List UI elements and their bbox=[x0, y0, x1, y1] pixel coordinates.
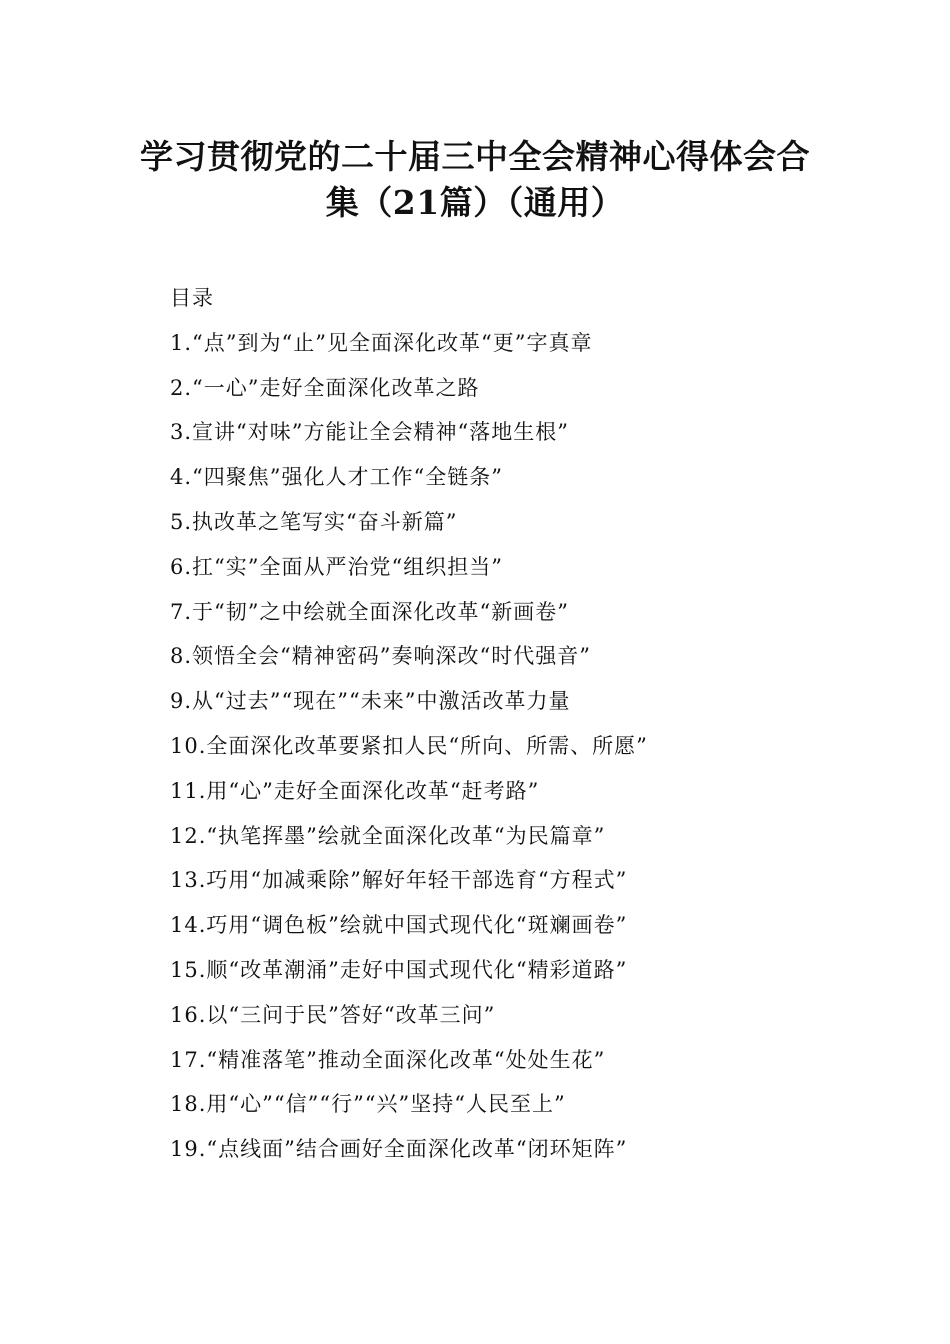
toc-list bbox=[170, 321, 810, 1172]
toc-item: 12.“执笔挥墨”绘就全面深化改革“为民篇章” bbox=[170, 823, 606, 848]
toc-item: 1.“点”到为“止”见全面深化改革“更”字真章 bbox=[170, 330, 593, 355]
toc-item: 19.“点线面”结合画好全面深化改革“闭环矩阵” bbox=[170, 1137, 628, 1162]
toc-item: 4.“四聚焦”强化人才工作“全链条” bbox=[170, 465, 503, 490]
table-of-contents bbox=[170, 276, 810, 1172]
toc-item: 9.从“过去”“现在”“未来”中激活改革力量 bbox=[170, 689, 571, 714]
toc-item: 16.以“三问于民”答好“改革三问” bbox=[170, 1002, 496, 1027]
toc-item: 3.宣讲“对味”方能让全会精神“落地生根” bbox=[170, 420, 569, 445]
toc-item: 6.扛“实”全面从严治党“组织担当” bbox=[170, 554, 503, 579]
toc-item: 5.执改革之笔写实“奋斗新篇” bbox=[170, 509, 458, 534]
title-line-2: 集（21篇）（通用） bbox=[325, 183, 625, 222]
document-title bbox=[100, 134, 850, 226]
toc-item: 7.于“韧”之中绘就全面深化改革“新画卷” bbox=[170, 599, 569, 624]
toc-item: 17.“精准落笔”推动全面深化改革“处处生花” bbox=[170, 1047, 606, 1072]
toc-item: 11.用“心”走好全面深化改革“赶考路” bbox=[170, 778, 540, 803]
toc-item: 15.顺“改革潮涌”走好中国式现代化“精彩道路” bbox=[170, 957, 628, 982]
title-line-1: 学习贯彻党的二十届三中全会精神心得体会合 bbox=[140, 137, 810, 176]
toc-item: 14.巧用“调色板”绘就中国式现代化“斑斓画卷” bbox=[170, 913, 628, 938]
toc-item: 18.用“心”“信”“行”“兴”坚持“人民至上” bbox=[170, 1092, 566, 1117]
toc-item: 10.全面深化改革要紧扣人民“所向、所需、所愿” bbox=[170, 733, 648, 758]
toc-heading: 目录 bbox=[170, 286, 214, 310]
toc-item: 2.“一心”走好全面深化改革之路 bbox=[170, 375, 480, 400]
toc-item: 13.巧用“加减乘除”解好年轻干部选育“方程式” bbox=[170, 868, 628, 893]
toc-item: 8.领悟全会“精神密码”奏响深改“时代强音” bbox=[170, 644, 591, 669]
